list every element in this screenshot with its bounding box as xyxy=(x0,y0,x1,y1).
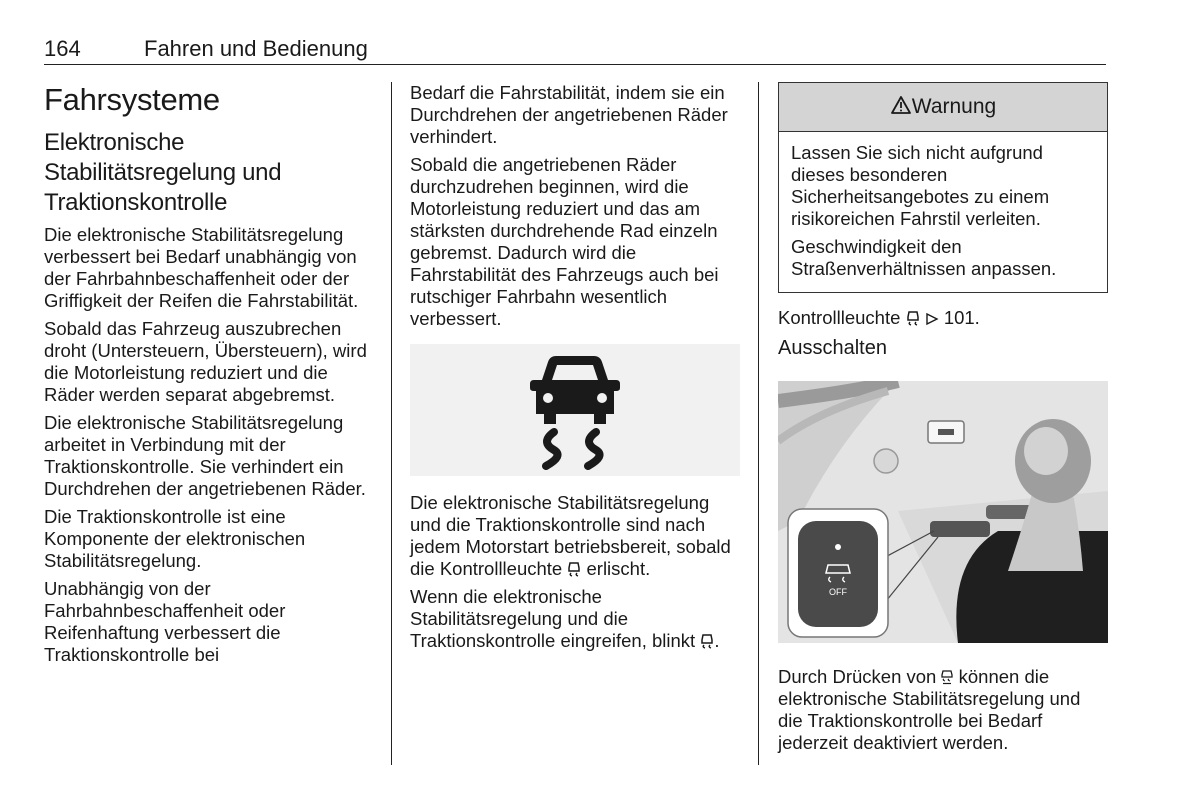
subsection-heading: Ausschalten xyxy=(778,337,887,359)
esc-warning-icon xyxy=(700,633,714,649)
page-header xyxy=(44,36,1106,65)
warning-title: Warnung xyxy=(911,95,997,118)
paragraph: Die elektronische Stabilitätsregelung und die Traktionskontrolle sind nach jedem Motorstart betriebsbereit, sobald die Kontrollleuchte erlischt. xyxy=(410,492,731,579)
paragraph: Die elektronische Stabilitätsregelung verbessert bei Bedarf unabhängig von der Fahrbahnbeschaffenheit oder der Griffigkeit der Reifen die Fahrstabilität. xyxy=(44,224,359,311)
page-reference-icon xyxy=(925,312,939,326)
paragraph: Durch Drücken von können die elektronische Stabilitätsregelung und die Traktionskontrolle bei Bedarf jederzeit deaktiviert werden. xyxy=(778,666,1081,753)
page-number: 164 xyxy=(44,36,81,61)
section-heading: Elektronische Stabilitätsregelung und Traktionskontrolle xyxy=(44,129,282,216)
column-right xyxy=(778,82,1108,760)
skidding-car-icon xyxy=(520,350,630,470)
esc-off-icon xyxy=(941,669,953,685)
esc-warning-icon xyxy=(567,561,581,577)
warning-box xyxy=(778,82,1108,293)
control-light-reference: Kontrollleuchte 101. xyxy=(778,307,980,328)
warning-triangle-icon xyxy=(890,95,912,115)
section-title: Fahren und Bedienung xyxy=(144,36,368,61)
paragraph: Sobald das Fahrzeug auszubrechen droht (Untersteuern, Übersteuern), wird die Motorleistung reduziert und die Räder werden separat abgebremst. xyxy=(44,318,367,405)
chapter-title: Fahrsysteme xyxy=(44,82,220,117)
paragraph: Bedarf die Fahrstabilität, indem sie ein Durchdrehen der angetriebenen Räder verhindert. xyxy=(410,82,728,147)
column-divider xyxy=(758,82,759,765)
esc-warning-icon xyxy=(906,310,920,326)
column-middle xyxy=(410,82,745,658)
column-left xyxy=(44,82,374,672)
center-console-photo xyxy=(778,381,1108,643)
paragraph: Sobald die angetriebenen Räder durchzudrehen beginnen, wird die Motorleistung reduziert und das am stärksten durchdrehende Rad einzeln gebremst. Dadurch wird die Fahrstabilität des Fahrzeugs auch bei rutschiger Fahrbahn wesentlich verbessert. xyxy=(410,154,719,329)
paragraph: Die elektronische Stabilitätsregelung arbeitet in Verbindung mit der Traktionskontrolle. Sie verhindert ein Durchdrehen der angetriebenen Räder. xyxy=(44,412,366,499)
off-button-label: OFF xyxy=(829,587,847,597)
paragraph: Wenn die elektronische Stabilitätsregelung und die Traktionskontrolle eingreifen, blinkt . xyxy=(410,586,720,651)
warning-text: Lassen Sie sich nicht aufgrund dieses besonderen Sicherheitsangebotes zu einem risikoreichen Fahrstil verleiten. xyxy=(791,142,1050,229)
paragraph: Unabhängig von der Fahrbahnbeschaffenheit oder Reifenhaftung verbessert die Traktionskontrolle bei xyxy=(44,578,286,665)
paragraph: Die Traktionskontrolle ist eine Komponente der elektronischen Stabilitätsregelung. xyxy=(44,506,306,571)
column-divider xyxy=(391,82,392,765)
warning-header xyxy=(779,83,1107,132)
stability-control-illustration xyxy=(410,344,740,476)
warning-text: Geschwindigkeit den Straßenverhältnissen anpassen. xyxy=(791,236,1057,279)
